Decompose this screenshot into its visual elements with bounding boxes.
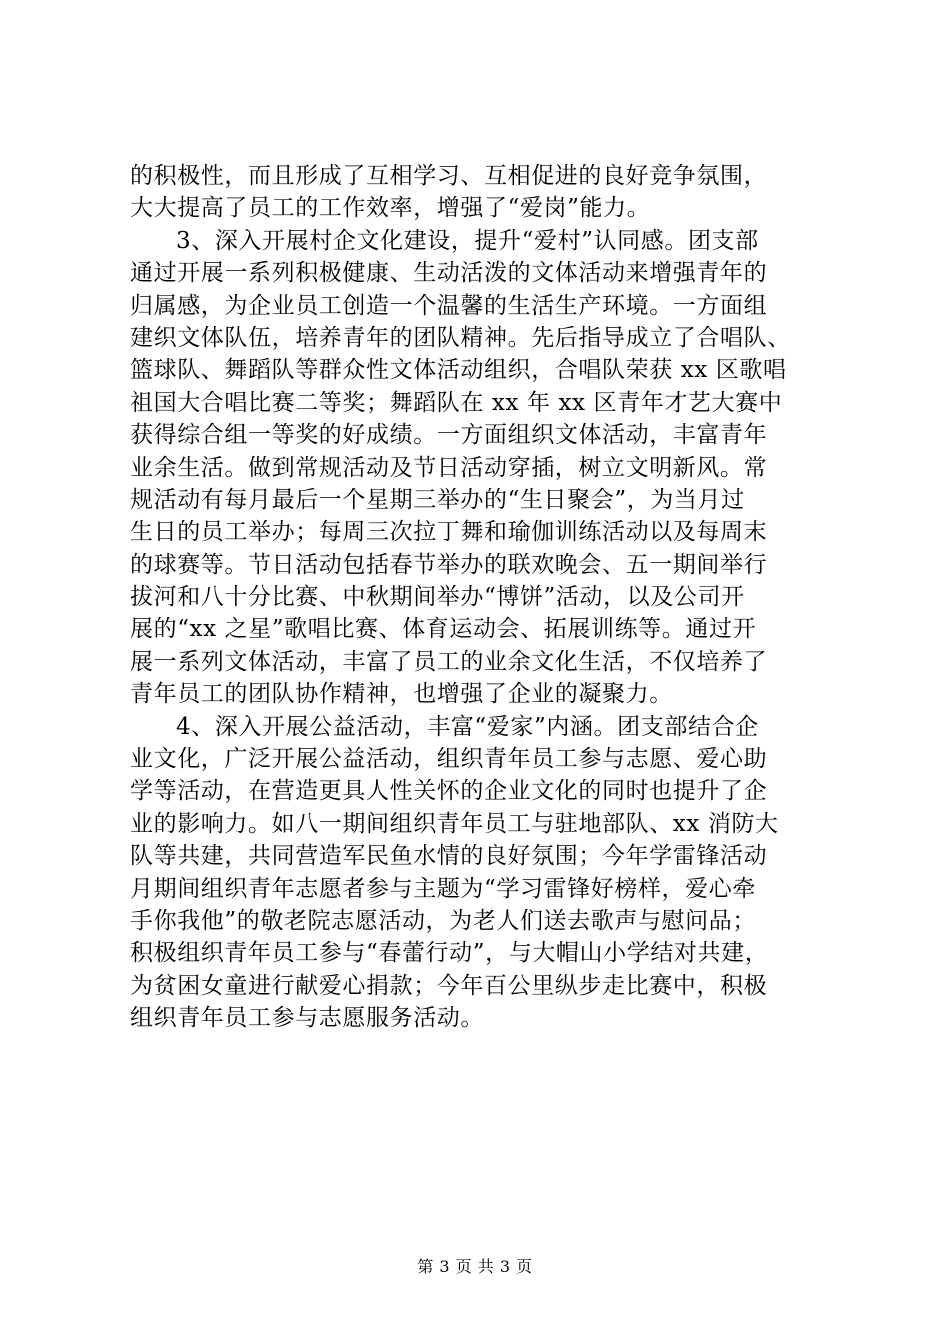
paragraph-line: 积极组织青年员工参与“春蕾行动”，与大帽山小学结对共建， (130, 940, 769, 967)
paragraph-line: 篮球队、舞蹈队等群众性文体活动组织，合唱队荣获 xx 区歌唱 (130, 357, 787, 384)
paragraph-line: 3、深入开展村企文化建设，提升“爱村”认同感。团支部 (176, 227, 759, 254)
paragraph-line: 归属感，为企业员工创造一个温馨的生活生产环境。一方面组 (130, 292, 768, 319)
paragraph-line: 生日的员工举办；每周三次拉丁舞和瑜伽训练活动以及每周末 (130, 519, 768, 546)
paragraph-line: 学等活动，在营造更具人性关怀的企业文化的同时也提升了企 (130, 778, 768, 805)
paragraph-line: 祖国大合唱比赛二等奖；舞蹈队在 xx 年 xx 区青年才艺大赛中 (130, 389, 783, 416)
paragraph-line: 手你我他”的敬老院志愿活动，为老人们送去歌声与慰问品； (130, 907, 756, 934)
paragraph-line: 通过开展一系列积极健康、生动活泼的文体活动来增强青年的 (130, 260, 768, 287)
paragraph-line: 大大提高了员工的工作效率，增强了“爱岗”能力。 (130, 195, 651, 222)
paragraph-line: 月期间组织青年志愿者参与主题为“学习雷锋好榜样，爱心牵 (130, 875, 756, 902)
paragraph-line: 拔河和八十分比赛、中秋期间举办“博饼”活动，以及公司开 (130, 584, 745, 611)
paragraph-line: 建织文体队伍，培养青年的团队精神。先后指导成立了合唱队、 (130, 324, 791, 351)
paragraph-line: 获得综合组一等奖的好成绩。一方面组织文体活动，丰富青年 (130, 422, 768, 449)
paragraph-line: 青年员工的团队协作精神，也增强了企业的凝聚力。 (130, 681, 673, 708)
paragraph-line: 4、深入开展公益活动，丰富“爱家”内涵。团支部结合企 (176, 713, 759, 740)
page-number-footer: 第 3 页 共 3 页 (417, 1257, 533, 1276)
paragraph-line: 业余生活。做到常规活动及节日活动穿插，树立文明新风。常 (130, 454, 768, 481)
paragraph-line: 队等共建，共同营造军民鱼水情的良好氛围；今年学雷锋活动 (130, 843, 768, 870)
paragraph-line: 为贫困女童进行献爱心捐款；今年百公里纵步走比赛中，积极 (130, 972, 768, 999)
paragraph-line: 展一系列文体活动，丰富了员工的业余文化生活，不仅培养了 (130, 648, 768, 675)
paragraph-line: 业文化，广泛开展公益活动，组织青年员工参与志愿、爱心助 (130, 746, 768, 773)
paragraph-line: 业的影响力。如八一期间组织青年员工与驻地部队、xx 消防大 (130, 810, 779, 837)
paragraph-line: 规活动有每月最后一个星期三举办的“生日聚会”，为当月过 (130, 486, 745, 513)
paragraph-line: 的积极性，而且形成了互相学习、互相促进的良好竞争氛围， (130, 163, 768, 189)
paragraph-line: 的球赛等。节日活动包括春节举办的联欢晚会、五一期间举行 (130, 551, 768, 578)
paragraph-line: 组织青年员工参与志愿服务活动。 (130, 1005, 484, 1032)
document-body (130, 160, 830, 1035)
paragraph-line: 展的“xx 之星”歌唱比赛、体育运动会、拓展训练等。通过开 (130, 616, 757, 643)
